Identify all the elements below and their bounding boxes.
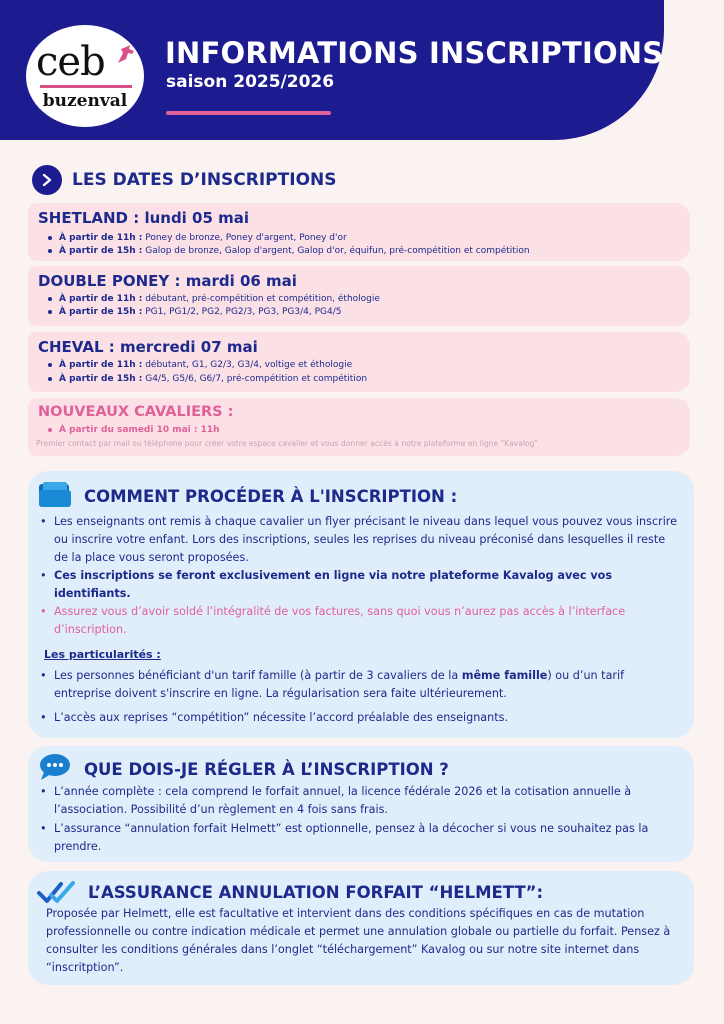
procedure-paragraph: • Les personnes bénéficiant d'un tarif famille (à partir de 3 cavaliers de la même famille) ou d’un tarif entreprise doivent s'inscrire en ligne. La régularisation sera faite ultérieurement. xyxy=(40,669,625,700)
payment-paragraph: • L’assurance “annulation forfait Helmett” est optionnelle, pensez à la décocher si vous ne souhaitez pas la prendre. xyxy=(40,822,649,853)
date-block-shetland xyxy=(28,203,690,261)
logo-text: ceb xyxy=(36,39,105,85)
date-line: À partir de 15h : G4/5, G5/6, G6/7, pré-compétition et compétition xyxy=(48,374,367,384)
page-subtitle: saison 2025/2026 xyxy=(166,72,335,92)
horse-icon xyxy=(114,43,138,67)
procedure-paragraph: • Les enseignants ont remis à chaque cavalier un flyer précisant le niveau dans lequel vous pouvez vous inscrire ou inscrire votre enfant. Lors des inscriptions, seules les reprises du niveau préconisé dans lesquelles il reste de la place vous seront proposées. xyxy=(40,515,678,564)
folder-icon xyxy=(38,481,72,509)
date-line: À partir de 11h : débutant, pré-compétition et compétition, éthologie xyxy=(48,294,380,304)
procedure-heading: COMMENT PROCÉDER À L'INSCRIPTION : xyxy=(84,487,458,506)
dates-heading xyxy=(32,165,337,195)
chevron-right-icon xyxy=(32,165,62,195)
payment-heading: QUE DOIS-JE RÉGLER À L’INSCRIPTION ? xyxy=(84,760,449,779)
particularities-heading: Les particularités : xyxy=(44,648,161,661)
chat-bubble-icon xyxy=(38,752,72,782)
date-line: À partir de 11h : Poney de bronze, Poney d'argent, Poney d'or xyxy=(48,233,347,243)
payment-section xyxy=(28,746,694,862)
procedure-paragraph: • Ces inscriptions se feront exclusivement en ligne via notre plateforme Kavalog avec vos identifiants. xyxy=(40,569,613,600)
procedure-paragraph: • Assurez vous d’avoir soldé l’intégralité de vos factures, sans quoi vous n’aurez pas accès à l’interface d’inscription. xyxy=(40,605,626,636)
date-block-title: CHEVAL : mercredi 07 mai xyxy=(38,338,258,356)
insurance-paragraph: Proposée par Helmett, elle est facultative et intervient dans des conditions spécifiques en cas de mutation professionnelle ou contre indication médicale et permet une annulation globale ou partielle du forfait. Pensez à consulter les conditions générales dans l’onglet “téléchargement” Kavalog ou sur notre site internet dans “inscritption”. xyxy=(46,907,671,974)
dates-heading-text: LES DATES D’INSCRIPTIONS xyxy=(72,170,337,190)
logo-subtext: buzenval xyxy=(42,91,128,111)
insurance-section xyxy=(28,871,694,985)
date-line: À partir de 15h : Galop de bronze, Galop d'argent, Galop d'or, équifun, pré-compétition et compétition xyxy=(48,246,530,256)
date-block-cheval xyxy=(28,332,690,392)
procedure-paragraph: • L’accès aux reprises “compétition” nécessite l’accord préalable des enseignants. xyxy=(40,711,509,724)
date-block-title: SHETLAND : lundi 05 mai xyxy=(38,209,250,227)
new-riders-line: À partir du samedi 10 mai : 11h xyxy=(48,425,220,435)
page-title: INFORMATIONS INSCRIPTIONS xyxy=(165,36,664,70)
date-line: À partir de 11h : débutant, G1, G2/3, G3/4, voltige et éthologie xyxy=(48,360,352,370)
title-underline xyxy=(166,111,331,115)
club-logo xyxy=(26,25,144,127)
date-block-double-poney xyxy=(28,266,690,326)
payment-paragraph: • L’année complète : cela comprend le forfait annuel, la licence fédérale 2026 et la cotisation annuelle à l’association. Possibilité d’un règlement en 4 fois sans frais. xyxy=(40,785,632,816)
new-riders-note: Premier contact par mail ou téléphone pour créer votre espace cavalier et vous donner accès à notre plateforme en ligne "Kavalog" xyxy=(36,439,538,448)
date-line: À partir de 15h : PG1, PG1/2, PG2, PG2/3, PG3, PG3/4, PG4/5 xyxy=(48,307,341,317)
new-riders-title: NOUVEAUX CAVALIERS : xyxy=(38,404,234,420)
double-check-icon xyxy=(36,879,78,907)
insurance-heading: L’ASSURANCE ANNULATION FORFAIT “HELMETT”: xyxy=(88,883,544,902)
header-banner xyxy=(0,0,664,140)
procedure-section xyxy=(28,471,694,738)
logo-underline xyxy=(40,85,132,88)
date-block-title: DOUBLE PONEY : mardi 06 mai xyxy=(38,272,297,290)
date-block-new-riders xyxy=(28,398,690,456)
